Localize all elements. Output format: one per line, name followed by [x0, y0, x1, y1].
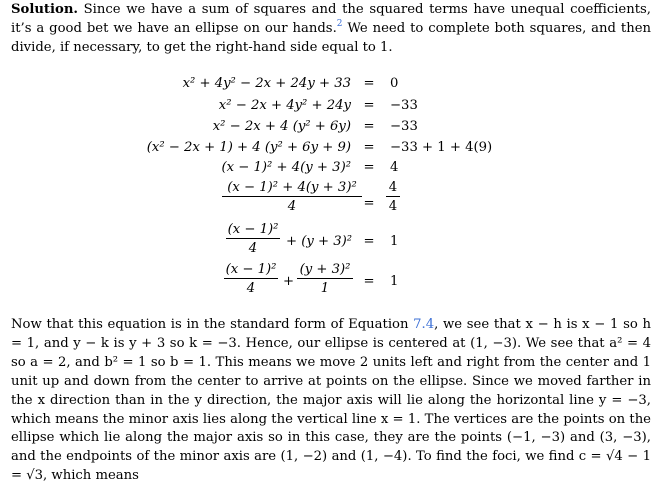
eq8-fraction-2	[297, 262, 353, 296]
eq4-rel: =	[363, 140, 375, 155]
eq6-rhs-denominator: 4	[388, 199, 398, 214]
eq6-rhs-fraction-bar	[386, 196, 400, 197]
eq8-fraction-bar-2	[297, 278, 353, 279]
eq8-numerator-1: (x − 1)²	[225, 262, 277, 277]
eq8-fraction-bar-1	[224, 278, 278, 279]
eq8-numerator-2: (y + 3)²	[299, 262, 351, 277]
eq8-plus: +	[283, 274, 295, 289]
eq5-rhs: 4	[390, 160, 399, 175]
footnote-link[interactable]: 2	[336, 18, 343, 29]
outro-text-2: , we see that x − h is x − 1 so h = 1, and y − k is y + 3 so k = −3. Hence, our ellipse is centered at (1, −3). We see that a² = 4 so a = 2, and b² = 1 so b = 1. This means we move 2 units left and right from the center and 1 unit up and down from the center to arrive at points on the ellipse. Since we moved farther in the x direction than in the y direction, the major axis will lie along the horizontal line y = −3, which means the minor axis lies along the vertical line x = 1. The vertices are the points on the ellipse which lie along the major axis so in this case, they are the points (−1, −3) and (3, −3), and the endpoints of the minor axis are (1, −2) and (1, −4). To find the foci, we find c = √4 − 1 = √3, which means	[11, 317, 651, 484]
eq6-numerator: (x − 1)² + 4(y + 3)²	[227, 180, 357, 195]
eq4-rhs: −33 + 1 + 4(9)	[390, 140, 493, 155]
eq7-denominator: 4	[248, 241, 258, 256]
eq7-tail: + (y + 3)²	[286, 234, 353, 249]
eq5-lhs: (x − 1)² + 4(y + 3)²	[221, 160, 351, 175]
eq2-rel: =	[363, 98, 375, 113]
equation-reference-link[interactable]: 7.4	[413, 317, 435, 332]
solution-label: Solution.	[11, 2, 78, 17]
eq7-rel: =	[363, 234, 375, 249]
solution-intro-paragraph	[11, 0, 651, 57]
eq6-lhs-fraction	[222, 180, 362, 214]
eq3-rel: =	[363, 119, 375, 134]
eq8-rel: =	[363, 274, 375, 289]
eq1-lhs: x² + 4y² − 2x + 24y + 33	[182, 76, 351, 91]
eq6-rel: =	[363, 196, 375, 211]
eq8-rhs: 1	[390, 274, 399, 289]
eq6-fraction-bar	[222, 196, 362, 197]
eq2-lhs: x² − 2x + 4y² + 24y	[218, 98, 351, 113]
eq2-rhs: −33	[390, 98, 418, 113]
eq1-rel: =	[363, 76, 375, 91]
explanation-paragraph	[11, 316, 651, 486]
eq3-rhs: −33	[390, 119, 418, 134]
eq8-denominator-1: 4	[246, 281, 256, 296]
eq6-denominator: 4	[287, 199, 297, 214]
eq5-rel: =	[363, 160, 375, 175]
eq7-fraction-bar	[226, 238, 280, 239]
eq3-lhs: x² − 2x + 4 (y² + 6y)	[212, 119, 351, 134]
eq6-rhs-fraction	[386, 180, 400, 214]
eq7-rhs: 1	[390, 234, 399, 249]
eq8-fraction-1	[224, 262, 278, 296]
eq6-rhs-numerator: 4	[388, 180, 398, 195]
eq8-denominator-2: 1	[320, 281, 330, 296]
intro-text-a: Since we have a sum of squares and the squared terms have unequal coefficients, it’s a good bet we have an ellipse on our hands.	[11, 2, 651, 36]
outro-text-1: Now that this equation is in the standard form of Equation	[11, 317, 414, 332]
eq7-numerator: (x − 1)²	[227, 222, 279, 237]
eq7-fraction	[226, 222, 280, 256]
eq1-rhs: 0	[390, 76, 399, 91]
intro-text-b: We need to complete both squares, and then divide, if necessary, to get the right-hand side equal to 1.	[11, 21, 651, 55]
eq4-lhs: (x² − 2x + 1) + 4 (y² + 6y + 9)	[146, 140, 351, 155]
